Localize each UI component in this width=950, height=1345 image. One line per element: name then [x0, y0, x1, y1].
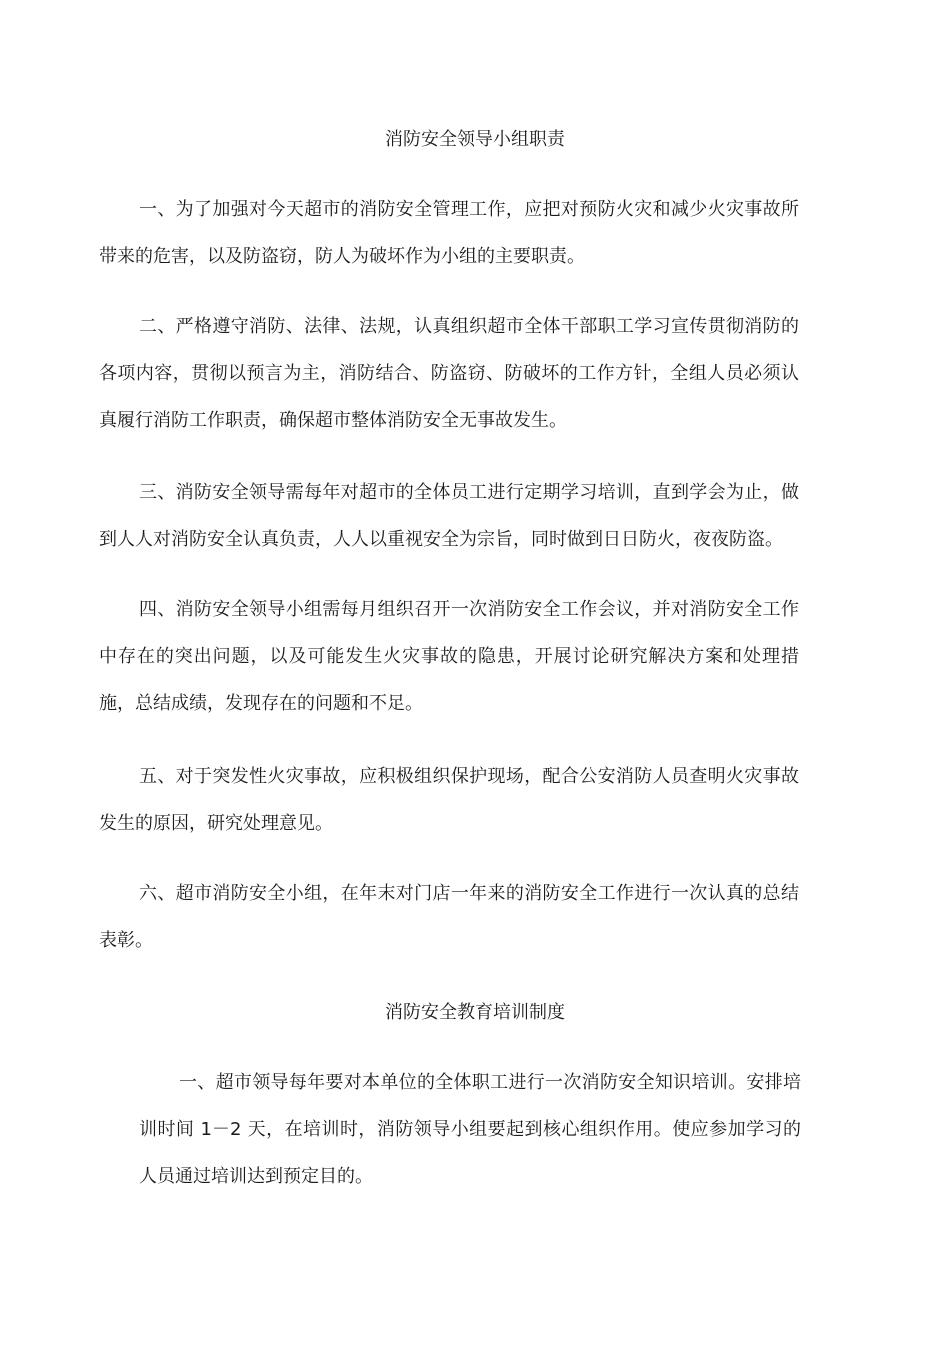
paragraph-2: 二、严格遵守消防、法律、法规，认真组织超市全体干部职工学习宣传贯彻消防的各项内容，贯彻以预言为主，消防结合、防盗窃、防破坏的工作方针，全组人员必须认真履行消防工作职责，确保超市整体消防安全无事故发生。	[99, 316, 799, 431]
paragraph-6: 六、超市消防安全小组，在年末对门店一年来的消防安全工作进行一次认真的总结表彰。	[99, 883, 799, 951]
section-title: 消防安全教育培训制度	[385, 1002, 565, 1023]
paragraph-1: 一、为了加强对今天超市的消防安全管理工作，应把对预防火灾和减少火灾事故所带来的危害，以及防盗窃，防人为破坏作为小组的主要职责。	[99, 199, 799, 267]
section-title: 消防安全领导小组职责	[385, 129, 565, 150]
paragraph-3: 三、消防安全领导需每年对超市的全体员工进行定期学习培训，直到学会为止，做到人人对消防安全认真负责，人人以重视安全为宗旨，同时做到日日防火，夜夜防盗。	[99, 482, 799, 550]
paragraph-5: 五、对于突发性火灾事故，应积极组织保护现场，配合公安消防人员查明火灾事故发生的原因，研究处理意见。	[99, 766, 799, 834]
paragraph-4: 四、消防安全领导小组需每月组织召开一次消防安全工作会议，并对消防安全工作中存在的突出问题，以及可能发生火灾事故的隐患，开展讨论研究解决方案和处理措施，总结成绩，发现存在的问题和不足。	[99, 599, 799, 714]
paragraph-1: 一、超市领导每年要对本单位的全体职工进行一次消防安全知识培训。安排培训时间 1－2 天，在培训时，消防领导小组要起到核心组织作用。使应参加学习的人员通过培训达到预定目的。	[139, 1072, 801, 1187]
